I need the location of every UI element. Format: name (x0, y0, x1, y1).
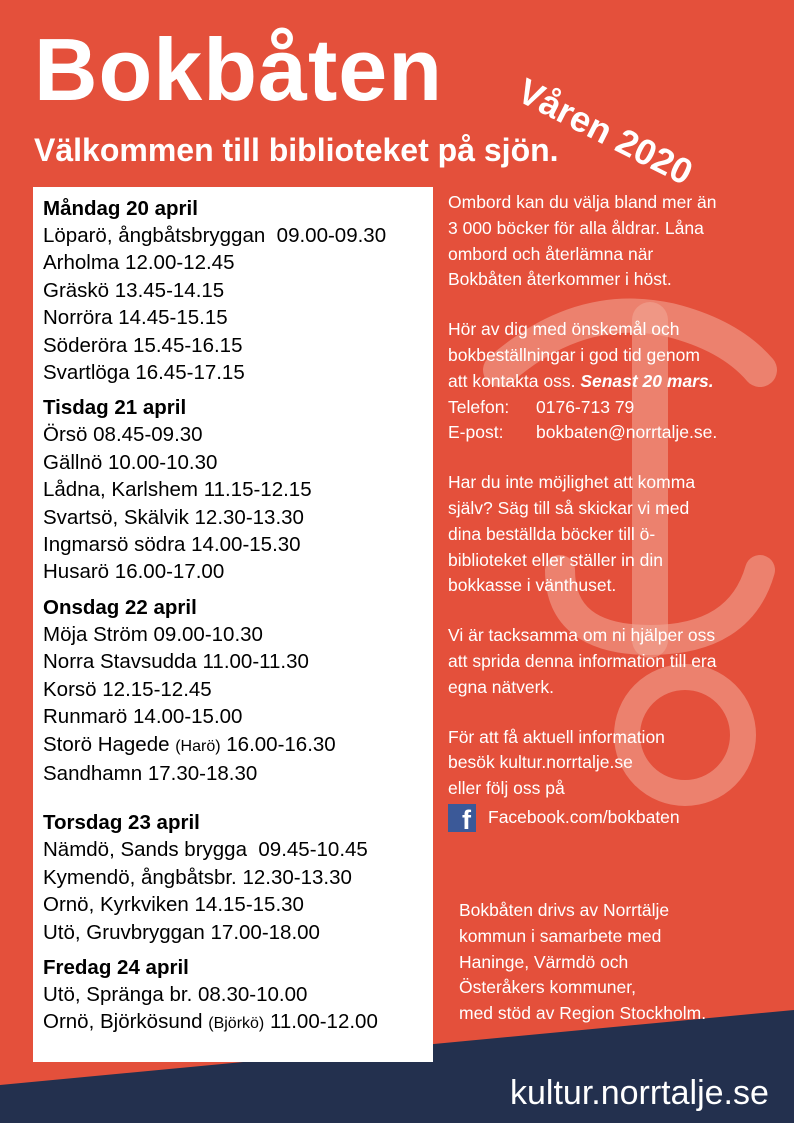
list-item (43, 1008, 423, 1037)
info-line: För att få aktuell information (448, 726, 665, 747)
stop-place: Gällnö (43, 450, 103, 474)
list-item (43, 981, 423, 1008)
info-line: besök kultur.norrtalje.se (448, 752, 633, 773)
stop-time: 17.30-18.30 (147, 761, 258, 785)
stop-place: Löparö, ångbåtsbryggan (43, 224, 266, 247)
season-label: Våren 2020 (511, 70, 700, 193)
info-line: biblioteket eller ställer in din (448, 549, 663, 570)
stop-place: Ingmarsö södra (43, 533, 186, 557)
list-item (43, 304, 423, 331)
credits (459, 898, 779, 1027)
stop-time: 08.30-10.00 (198, 982, 308, 1006)
list-item (43, 222, 423, 249)
email-row (448, 420, 768, 446)
website-link[interactable]: kultur.norrtalje.se (510, 1074, 769, 1112)
deadline: Senast 20 mars. (580, 370, 714, 391)
phone-label: Telefon: (448, 396, 510, 417)
stop-place: Ornö, Kyrkviken (43, 893, 189, 917)
info-paragraph (448, 190, 768, 293)
info-line: själv? Säg till så skickar vi med (448, 497, 690, 518)
page-title: Bokbåten (34, 20, 443, 119)
list-item (43, 703, 423, 730)
day-title: Torsdag 23 april (43, 811, 200, 835)
stop-time: 09.45-10.45 (258, 838, 368, 862)
stop-place: Söderöra (43, 333, 128, 357)
facebook-url[interactable]: Facebook.com/bokbaten (488, 807, 680, 828)
list-item (43, 277, 423, 304)
info-text: att kontakta oss. (448, 370, 576, 391)
stop-place: Storö Hagede (43, 732, 170, 756)
stop-place: Runmarö (43, 705, 128, 729)
stop-place: Korsö (43, 677, 97, 701)
info-paragraph (448, 470, 768, 599)
info-line: dina beställda böcker till ö- (448, 523, 656, 544)
stop-place: Utö, Spränga br. (43, 982, 193, 1006)
list-item (43, 531, 423, 558)
email-address[interactable]: bokbaten@norrtalje.se. (536, 422, 718, 443)
stop-note: (Björkö) (208, 1015, 265, 1033)
day-title: Tisdag 21 april (43, 396, 187, 420)
credits-line: med stöd av Region Stockholm. (459, 1003, 707, 1024)
list-item (43, 558, 423, 585)
list-item (43, 359, 423, 386)
list-item (43, 449, 423, 476)
stop-time: 11.00-11.30 (202, 650, 309, 674)
list-item (43, 836, 423, 863)
stop-time: 12.30-13.30 (194, 505, 304, 529)
stop-time: 09.00-10.30 (153, 622, 263, 646)
stop-time: 16.45-17.15 (135, 361, 245, 385)
stop-place: Svartlöga (43, 361, 130, 385)
day-title: Fredag 24 april (43, 955, 189, 979)
stop-time: 14.45-15.15 (118, 306, 228, 330)
credits-line: Bokbåten drivs av Norrtälje (459, 900, 670, 920)
list-item (43, 731, 423, 760)
stop-time: 16.00-17.00 (114, 560, 225, 584)
facebook-glyph: f (462, 804, 471, 835)
stop-place: Kymendö, ångbåtsbr. (43, 865, 237, 889)
stop-time: 12.00-12.45 (125, 251, 235, 275)
stop-time: 10.00-10.30 (107, 450, 218, 474)
stop-place: Örsö (43, 423, 88, 447)
stop-time: 14.15-15.30 (194, 893, 304, 917)
email-label: E-post: (448, 422, 504, 443)
credits-line: Haninge, Värmdö och (459, 951, 629, 972)
stop-place: Husarö (43, 560, 110, 584)
list-item (43, 676, 423, 703)
info-line: egna nätverk. (448, 676, 555, 697)
stop-place: Norra Stavsudda (43, 650, 197, 674)
stop-place: Gräskö (43, 278, 110, 302)
stop-place: Arholma (43, 251, 120, 275)
info-line: ombord och återlämna när (448, 243, 654, 264)
stop-time: 11.15-12.15 (203, 478, 312, 502)
day-monday (43, 195, 423, 386)
stop-time: 11.00-12.00 (269, 1010, 378, 1034)
subtitle: Välkommen till biblioteket på sjön. (34, 132, 559, 168)
stop-place: Nämdö, Sands brygga (43, 838, 247, 862)
stop-time: 13.45-14.15 (114, 278, 225, 302)
facebook-icon (448, 804, 476, 835)
list-item (43, 891, 423, 918)
stop-time: 12.30-13.30 (242, 865, 352, 889)
list-item (43, 621, 423, 648)
list-item (43, 648, 423, 675)
contact-paragraph (448, 317, 768, 446)
day-wednesday (43, 594, 423, 787)
info-column (448, 190, 768, 856)
list-item (43, 760, 423, 787)
info-line: Vi är tacksamma om ni hjälper oss (448, 625, 716, 646)
day-tuesday (43, 394, 423, 585)
stop-time: 14.00-15.00 (133, 705, 243, 729)
stop-time: 09.00-09.30 (276, 224, 387, 247)
stop-time: 14.00-15.30 (191, 533, 301, 557)
list-item (43, 476, 423, 503)
stop-place: Ornö, Björkösund (43, 1010, 203, 1034)
info-line (448, 369, 768, 395)
day-title: Onsdag 22 april (43, 595, 197, 619)
credits-line: kommun i samarbete med (459, 925, 662, 946)
info-line: eller följ oss på (448, 778, 565, 799)
stop-place: Sandhamn (43, 761, 143, 785)
info-line: att sprida denna information till era (448, 650, 717, 671)
credits-line: Österåkers kommuner, (459, 977, 636, 998)
info-line: bokkasse i vänthuset. (448, 575, 617, 596)
list-item (43, 919, 423, 946)
info-line: Bokbåten återkommer i höst. (448, 269, 672, 290)
stop-place: Lådna, Karlshem (43, 478, 198, 502)
phone-row (448, 395, 768, 421)
day-title: Måndag 20 april (43, 197, 198, 220)
stop-time: 12.15-12.45 (102, 677, 212, 701)
list-item (43, 504, 423, 531)
stop-place: Svartsö, Skälvik (43, 505, 189, 529)
info-paragraph (448, 623, 768, 700)
info-line: Ombord kan du välja bland mer än (448, 192, 717, 212)
stop-place: Möja Ström (43, 622, 148, 646)
schedule-box (33, 187, 433, 1062)
day-friday (43, 954, 423, 1038)
list-item (43, 421, 423, 448)
stop-time: 16.00-16.30 (226, 732, 336, 756)
info-line: Har du inte möjlighet att komma (448, 472, 696, 493)
phone-number[interactable]: 0176-713 79 (536, 396, 635, 417)
stop-note: (Harö) (175, 737, 221, 755)
info-line: 3 000 böcker för alla åldrar. Låna (448, 217, 704, 238)
stop-time: 15.45-16.15 (133, 333, 243, 357)
stop-place: Norröra (43, 306, 113, 330)
stop-time: 08.45-09.30 (93, 423, 203, 447)
list-item (43, 332, 423, 359)
facebook-link[interactable] (448, 804, 768, 835)
stop-place: Utö, Gruvbryggan (43, 920, 205, 944)
list-item (43, 249, 423, 276)
info-line: Hör av dig med önskemål och (448, 319, 680, 340)
stop-time: 17.00-18.00 (210, 920, 320, 944)
info-paragraph (448, 725, 768, 835)
day-thursday (43, 809, 423, 946)
list-item (43, 864, 423, 891)
info-line: bokbeställningar i god tid genom (448, 344, 700, 365)
